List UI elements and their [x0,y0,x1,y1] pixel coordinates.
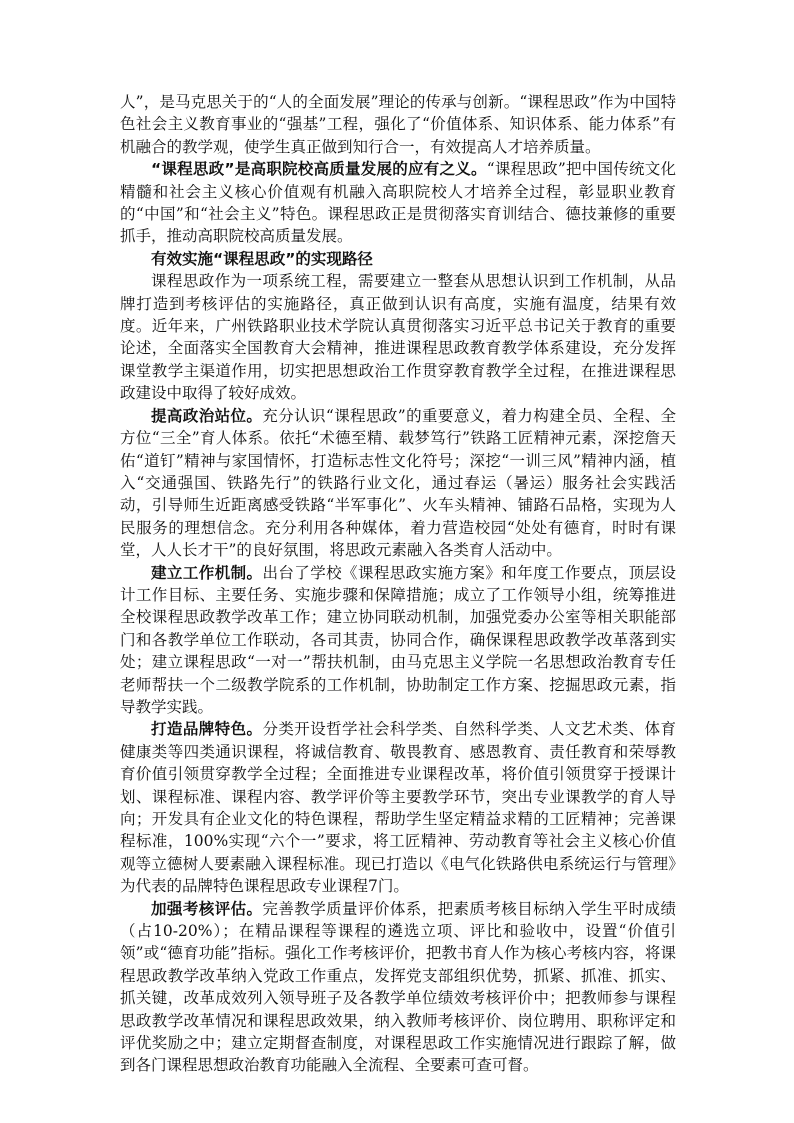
paragraph-body-assessment: 完善教学质量评价体系，把素质考核目标纳入学生平时成绩（占10-20%）；在精品课程等课程的遴选立项、评比和验收中，设置“价值引领”或“德育功能”指标。强化工作考核评价，把教书育人作为核心考核内容，将课程思政教学改革纳入党政工作重点，发挥党支部组织优势，抓紧、抓准、抓实、抓关键，改革成效列入领导班子及各教学单位绩效考核评价中；把教师参与课程思政教学改革情况和课程思政效果，纳入教师考核评价、岗位聘用、职称评定和评优奖励之中；建立定期督查制度，对课程思政工作实施情况进行跟踪了解，做到各门课程思想政治教育功能融入全流程、全要素可查可督。 [120,899,676,1075]
paragraph-body-brand-features: 分类开设哲学社会科学类、自然科学类、人文艺术类、体育健康类等四类通识课程，将诚信教育、敬畏教育、感恩教育、责任教育和荣辱教育价值引领贯穿教学全过程；全面推进专业课程改革，将价值引领贯穿于授课计划、课程标准、课程内容、教学评价等主要教学环节，突出专业课教学的育人导向；开发具有企业文化的特色课程，帮助学生坚定精益求精的工匠精神；完善课程标准，100%实现“六个一”要求，将工匠精神、劳动教育等社会主义核心价值观等立德树人要素融入课程标准。现已打造以《电气化铁路供电系统运行与管理》为代表的品牌特色课程思政专业课程7门。 [120,720,676,896]
paragraph-political-stance [120,405,676,562]
paragraph-lead-brand-features: 打造品牌特色。 [151,720,263,739]
document-page [120,91,676,1077]
paragraph-overview: 课程思政作为一项系统工程，需要建立一整套从思想认识到工作机制，从品牌打造到考核评估的实施路径，真正做到认识有高度，实施有温度，结果有效度。近年来，广州铁路职业技术学院认真贯彻落实习近平总书记关于教育的重要论述，全面落实全国教育大会精神，推进课程思政教育教学体系建设，充分发挥课堂教学主渠道作用，切实把思想政治工作贯穿教育教学全过程，在推进课程思政建设中取得了较好成效。 [120,272,676,403]
paragraph-body-high-quality: “课程思政”把中国传统文化精髓和社会主义核心价值观有机融入高职院校人才培养全过程，彰显职业教育的“中国”和“社会主义”特色。课程思政正是贯彻落实育训结合、德技兼修的重要抓手，推动高职院校高质量发展。 [120,160,676,246]
section-heading: 有效实施“课程思政”的实现路径 [151,249,373,268]
paragraph-lead-work-mechanism: 建立工作机制。 [151,563,263,582]
paragraph-brand-features [120,718,676,897]
paragraph-body-political-stance: 充分认识“课程思政”的重要意义，着力构建全员、全程、全方位“三全”育人体系。依托“术德至精、载梦笃行”铁路工匠精神元素，深挖詹天佑“道钉”精神与家国情怀，打造标志性文化符号；深挖“一训三风”精神内涵，植入“交通强国、铁路先行”的铁路行业文化，通过春运（暑运）服务社会实践活动，引导师生近距离感受铁路“半军事化”、火车头精神、铺路石品格，实现为人民服务的理想信念。充分利用各种媒体，着力营造校园“处处有德育，时时有课堂，人人长才干”的良好氛围，将思政元素融入各类育人活动中。 [120,406,676,560]
paragraph-assessment [120,898,676,1077]
paragraph-lead-political-stance: 提高政治站位。 [151,406,263,425]
paragraph-continuation: 人”，是马克思关于的“人的全面发展”理论的传承与创新。“课程思政”作为中国特色社会主义教育事业的“强基”工程，强化了“价值体系、知识体系、能力体系”有机融合的教学观，使学生真正做到知行合一，有效提高人才培养质量。 [120,93,676,156]
paragraph-body-work-mechanism: 出台了学校《课程思政实施方案》和年度工作要点，顶层设计工作目标、主要任务、实施步骤和保障措施；成立了工作领导小组，统筹推进全校课程思政教学改革工作；建立协同联动机制，加强党委办公室等相关职能部门和各教学单位工作联动，各司其责，协同合作，确保课程思政教学改革落到实处；建立课程思政“一对一”帮扶机制，由马克思主义学院一名思想政治教育专任老师帮扶一个二级教学院系的工作机制，协助制定工作方案、挖掘思政元素，指导教学实践。 [120,563,676,716]
paragraph-lead-high-quality: “课程思政”是高职院校高质量发展的应有之义。 [151,160,487,179]
paragraph-lead-assessment: 加强考核评估。 [151,899,263,918]
paragraph-work-mechanism [120,562,676,719]
paragraph-high-quality [120,158,676,248]
